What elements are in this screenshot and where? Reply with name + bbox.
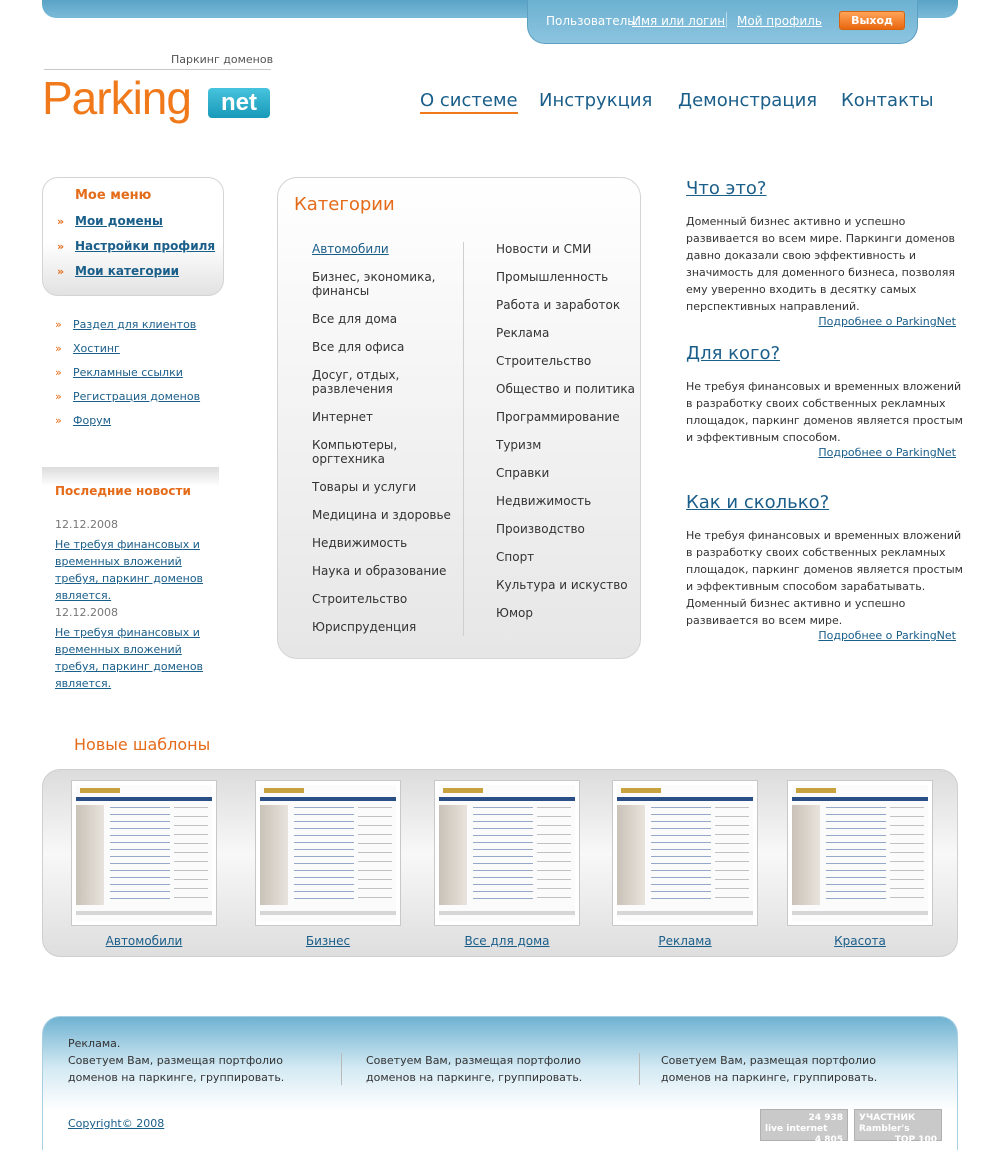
template-label[interactable]: Бизнес bbox=[305, 934, 351, 948]
category-item[interactable]: Все для офиса bbox=[312, 340, 405, 354]
more-link[interactable]: Подробнее о ParkingNet bbox=[818, 629, 956, 642]
news-link[interactable]: Не требуя финансовых и временных вложений требуя, паркинг доменов является. bbox=[55, 538, 204, 602]
my-menu bbox=[42, 177, 224, 296]
latest-news bbox=[42, 467, 219, 690]
more-link[interactable]: Подробнее о ParkingNet bbox=[818, 446, 956, 459]
news-item bbox=[55, 606, 225, 692]
counter-value: 24 938 bbox=[808, 1113, 843, 1123]
counter-value: 4 805 bbox=[814, 1135, 843, 1145]
template-card[interactable] bbox=[787, 780, 933, 948]
category-item[interactable]: Туризм bbox=[496, 438, 542, 452]
category-item[interactable]: Компьютеры, оргтехника bbox=[312, 438, 398, 466]
news-title: Последние новости bbox=[55, 484, 191, 498]
info-text: Не требуя финансовых и временных вложений в разработку своих собственных рекламных площадок, паркинг доменов является простым и эффективным способом зарабатывать. Доменный бизнес активно и успешно развивается во всем мире. bbox=[686, 529, 963, 627]
category-item[interactable]: Медицина и здоровье bbox=[312, 508, 451, 522]
counter-brand: live internet bbox=[765, 1124, 828, 1134]
info-title[interactable]: Что это? bbox=[686, 178, 767, 199]
info-who bbox=[686, 343, 966, 459]
template-thumbnail[interactable] bbox=[255, 780, 401, 926]
left-link-item bbox=[55, 366, 200, 390]
left-link-item bbox=[55, 414, 200, 438]
user-bar-separator bbox=[726, 12, 727, 28]
category-item[interactable]: Интернет bbox=[312, 410, 374, 424]
template-thumbnail[interactable] bbox=[612, 780, 758, 926]
logo-divider bbox=[44, 69, 271, 70]
footer-text: Советуем Вам, размещая портфолио доменов на паркинге, группировать. bbox=[661, 1054, 878, 1084]
arrow-icon: » bbox=[55, 390, 62, 403]
nav-demo[interactable]: Демонстрация bbox=[678, 90, 818, 111]
category-item[interactable]: Товары и услуги bbox=[312, 480, 417, 494]
news-date: 12.12.2008 bbox=[55, 518, 118, 531]
counter-brand: Rambler's bbox=[859, 1124, 910, 1134]
category-item[interactable]: Все для дома bbox=[312, 312, 398, 326]
template-card[interactable] bbox=[612, 780, 758, 948]
left-links bbox=[55, 318, 200, 438]
my-menu-item bbox=[57, 214, 163, 228]
category-item[interactable]: Юмор bbox=[496, 606, 533, 620]
arrow-icon: » bbox=[55, 414, 62, 427]
category-item[interactable]: Культура и искуство bbox=[496, 578, 628, 592]
arrow-icon: » bbox=[57, 215, 65, 228]
category-item[interactable]: Новости и СМИ bbox=[496, 242, 592, 256]
my-menu-item bbox=[57, 239, 215, 253]
template-label[interactable]: Реклама bbox=[658, 934, 712, 948]
template-thumbnail[interactable] bbox=[434, 780, 580, 926]
left-link-item bbox=[55, 318, 200, 342]
category-item[interactable]: Программирование bbox=[496, 410, 620, 424]
info-what bbox=[686, 178, 966, 328]
arrow-icon: » bbox=[55, 366, 62, 379]
logo-suffix: net bbox=[208, 88, 270, 118]
category-item[interactable]: Производство bbox=[496, 522, 585, 536]
counter-label: УЧАСТНИК bbox=[859, 1113, 916, 1123]
login-link[interactable]: Имя или логин bbox=[632, 14, 726, 28]
info-title[interactable]: Для кого? bbox=[686, 343, 781, 364]
user-label: Пользователь: bbox=[546, 14, 639, 28]
forum-link[interactable]: Форум bbox=[73, 414, 111, 427]
profile-settings-link[interactable]: Настройки профиля bbox=[75, 239, 216, 253]
counter-label: TOP 100 bbox=[894, 1135, 937, 1145]
news-link[interactable]: Не требуя финансовых и временных вложений требуя, паркинг доменов является. bbox=[55, 626, 204, 690]
category-item[interactable]: Досуг, отдых, развлечения bbox=[312, 368, 400, 396]
category-item[interactable]: Работа и заработок bbox=[496, 298, 621, 312]
template-label[interactable]: Автомобили bbox=[105, 934, 183, 948]
ad-links-link[interactable]: Рекламные ссылки bbox=[73, 366, 183, 379]
category-item[interactable]: Юриспруденция bbox=[312, 620, 417, 634]
templates-title: Новые шаблоны bbox=[74, 735, 211, 754]
category-item[interactable]: Наука и образование bbox=[312, 564, 447, 578]
liveinternet-counter[interactable] bbox=[760, 1109, 848, 1145]
category-item[interactable]: Бизнес, экономика, финансы bbox=[312, 270, 436, 298]
my-categories-link[interactable]: Мои категории bbox=[75, 264, 180, 278]
arrow-icon: » bbox=[55, 318, 62, 331]
info-how bbox=[686, 492, 966, 642]
domain-registration-link[interactable]: Регистрация доменов bbox=[73, 390, 201, 403]
footer-ad-label: Реклама. bbox=[68, 1037, 121, 1050]
category-item[interactable]: Справки bbox=[496, 466, 550, 480]
arrow-icon: » bbox=[57, 265, 65, 278]
footer-divider bbox=[639, 1053, 640, 1085]
category-item[interactable]: Строительство bbox=[312, 592, 408, 606]
footer-text: Советуем Вам, размещая портфолио доменов на паркинге, группировать. bbox=[68, 1054, 285, 1084]
category-item[interactable]: Общество и политика bbox=[496, 382, 636, 396]
templates-panel bbox=[42, 769, 958, 957]
category-item[interactable]: Автомобили bbox=[312, 242, 389, 256]
rambler-top100-counter[interactable] bbox=[854, 1109, 942, 1145]
logo-word: Parking bbox=[42, 72, 191, 124]
template-card[interactable] bbox=[434, 780, 580, 948]
template-card[interactable] bbox=[255, 780, 401, 948]
category-item[interactable]: Спорт bbox=[496, 550, 535, 564]
template-thumbnail[interactable] bbox=[71, 780, 217, 926]
my-menu-title: Мое меню bbox=[75, 188, 152, 203]
my-domains-link[interactable]: Мои домены bbox=[75, 214, 163, 228]
copyright-link[interactable]: Copyright© 2008 bbox=[68, 1117, 165, 1130]
logo[interactable] bbox=[42, 72, 282, 128]
my-menu-item bbox=[57, 264, 179, 278]
template-label[interactable]: Красота bbox=[834, 934, 886, 948]
main-nav bbox=[420, 90, 940, 120]
categories-divider bbox=[463, 242, 464, 636]
categories-title: Категории bbox=[294, 194, 395, 215]
info-text: Не требуя финансовых и временных вложений в разработку своих собственных рекламных площадок, паркинг доменов является простым и эффективным способом. bbox=[686, 380, 963, 444]
nav-contacts[interactable]: Контакты bbox=[841, 90, 934, 111]
nav-instruction[interactable]: Инструкция bbox=[539, 90, 653, 111]
logout-button[interactable]: Выход bbox=[839, 11, 905, 30]
template-card[interactable] bbox=[71, 780, 217, 948]
category-item[interactable]: Реклама bbox=[496, 326, 550, 340]
info-text: Доменный бизнес активно и успешно развивается во всем мире. Паркинги доменов давно доказали свою эффективность и значимость для доменного бизнеса, позволяя ему уверенно входить в десятку самых перспективных направлений. bbox=[686, 215, 955, 313]
hosting-link[interactable]: Хостинг bbox=[73, 342, 120, 355]
template-label[interactable]: Все для дома bbox=[464, 934, 550, 948]
news-date: 12.12.2008 bbox=[55, 606, 118, 619]
categories-panel bbox=[277, 177, 641, 659]
more-link[interactable]: Подробнее о ParkingNet bbox=[818, 315, 956, 328]
footer-divider bbox=[341, 1053, 342, 1085]
nav-about[interactable]: О системе bbox=[420, 90, 518, 114]
logo-caption: Паркинг доменов bbox=[171, 53, 274, 66]
arrow-icon: » bbox=[55, 342, 62, 355]
news-item bbox=[55, 518, 225, 604]
category-item[interactable]: Промышленность bbox=[496, 270, 609, 284]
user-bar bbox=[527, 0, 918, 44]
left-link-item bbox=[55, 390, 200, 414]
left-link-item bbox=[55, 342, 200, 366]
arrow-icon: » bbox=[57, 240, 65, 253]
category-item[interactable]: Строительство bbox=[496, 354, 592, 368]
footer bbox=[42, 1016, 958, 1150]
template-thumbnail[interactable] bbox=[787, 780, 933, 926]
info-title[interactable]: Как и сколько? bbox=[686, 492, 830, 513]
my-profile-link[interactable]: Мой профиль bbox=[737, 14, 822, 28]
clients-link[interactable]: Раздел для клиентов bbox=[73, 318, 197, 331]
footer-text: Советуем Вам, размещая портфолио доменов на паркинге, группировать. bbox=[366, 1054, 583, 1084]
category-item[interactable]: Недвижимость bbox=[312, 536, 408, 550]
category-item[interactable]: Недвижимость bbox=[496, 494, 592, 508]
